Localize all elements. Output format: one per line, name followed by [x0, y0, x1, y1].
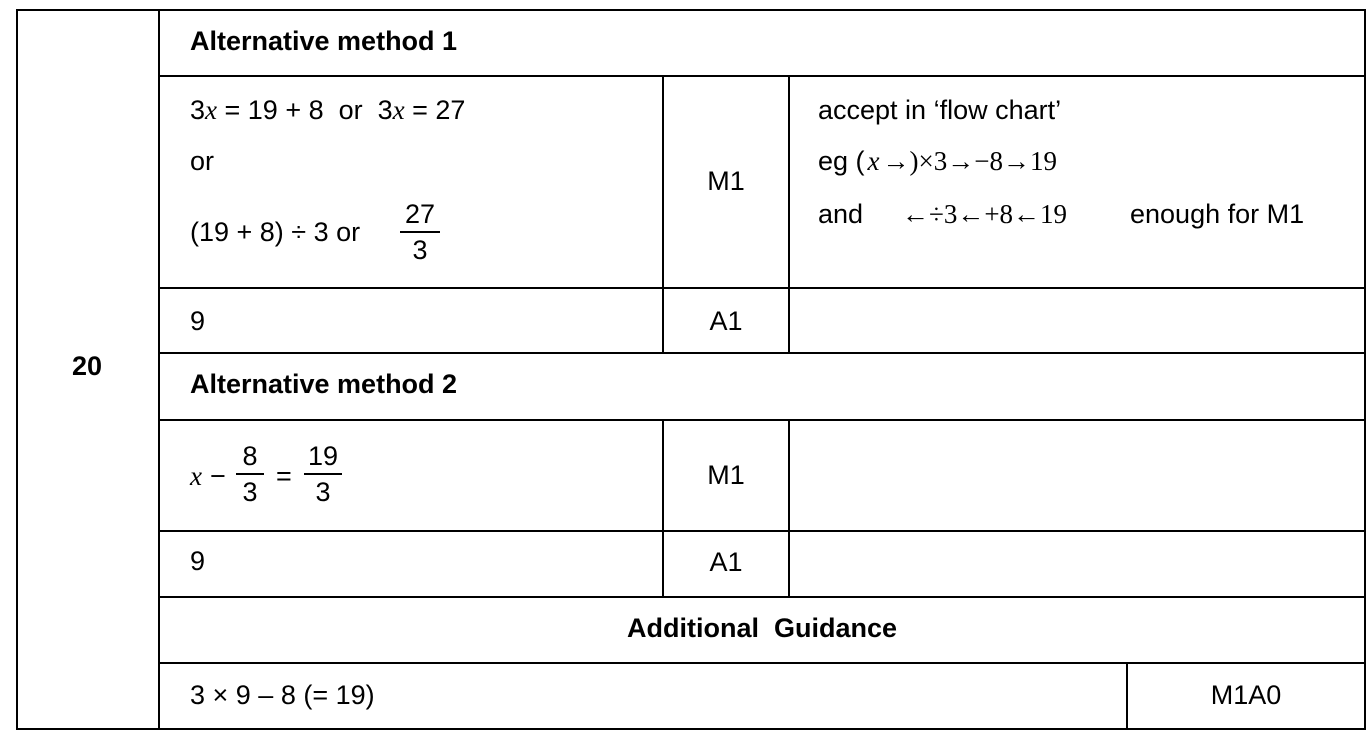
rule	[158, 662, 1366, 664]
rule	[158, 287, 1366, 289]
method1-working-line1: 3x = 19 + 8 or 3x = 27	[190, 95, 466, 125]
comment-column-divider	[788, 75, 790, 354]
comment-flow-chart: accept in ‘flow chart’	[818, 95, 1062, 125]
method1-heading: Alternative method 1	[190, 26, 458, 56]
rule	[158, 75, 1366, 77]
rule	[158, 530, 1366, 532]
method1-mark-m1: M1	[707, 166, 745, 196]
rule	[158, 596, 1366, 598]
guidance-row-text: 3 × 9 – 8 (= 19)	[190, 680, 375, 710]
fraction-19-over-3: 19 3	[304, 441, 342, 507]
fraction-27-over-3: 27 3	[400, 199, 440, 265]
rule	[158, 419, 1366, 421]
comment-eg: eg ( x →)×3→−8→19	[818, 146, 1057, 176]
method1-mark-a1: A1	[709, 306, 743, 336]
method1-answer: 9	[190, 306, 206, 336]
question-number: 20	[72, 351, 103, 381]
border-top	[16, 9, 1366, 11]
comment-reverse-chain: ←÷3←+8←19	[902, 199, 1068, 229]
comment-and: and	[818, 199, 864, 229]
border-right	[1364, 9, 1366, 730]
comment-column-divider	[788, 419, 790, 598]
method1-working-line3: (19 + 8) ÷ 3 or	[190, 217, 361, 247]
equals-sign: =	[276, 461, 292, 491]
minus-sign: −	[210, 461, 226, 491]
method2-answer: 9	[190, 546, 206, 576]
variable-x: x	[190, 461, 202, 491]
rule	[158, 352, 1366, 354]
fraction-8-over-3: 8 3	[236, 441, 264, 507]
border-bottom	[16, 728, 1366, 730]
method2-heading: Alternative method 2	[190, 369, 458, 399]
guidance-row-mark: M1A0	[1210, 680, 1282, 710]
border-left	[16, 9, 18, 730]
comment-enough: enough for M1	[1130, 199, 1305, 229]
method1-working-line2: or	[190, 146, 215, 176]
method2-mark-a1: A1	[709, 547, 743, 577]
method2-mark-m1: M1	[707, 460, 745, 490]
guidance-heading: Additional Guidance	[626, 613, 897, 643]
